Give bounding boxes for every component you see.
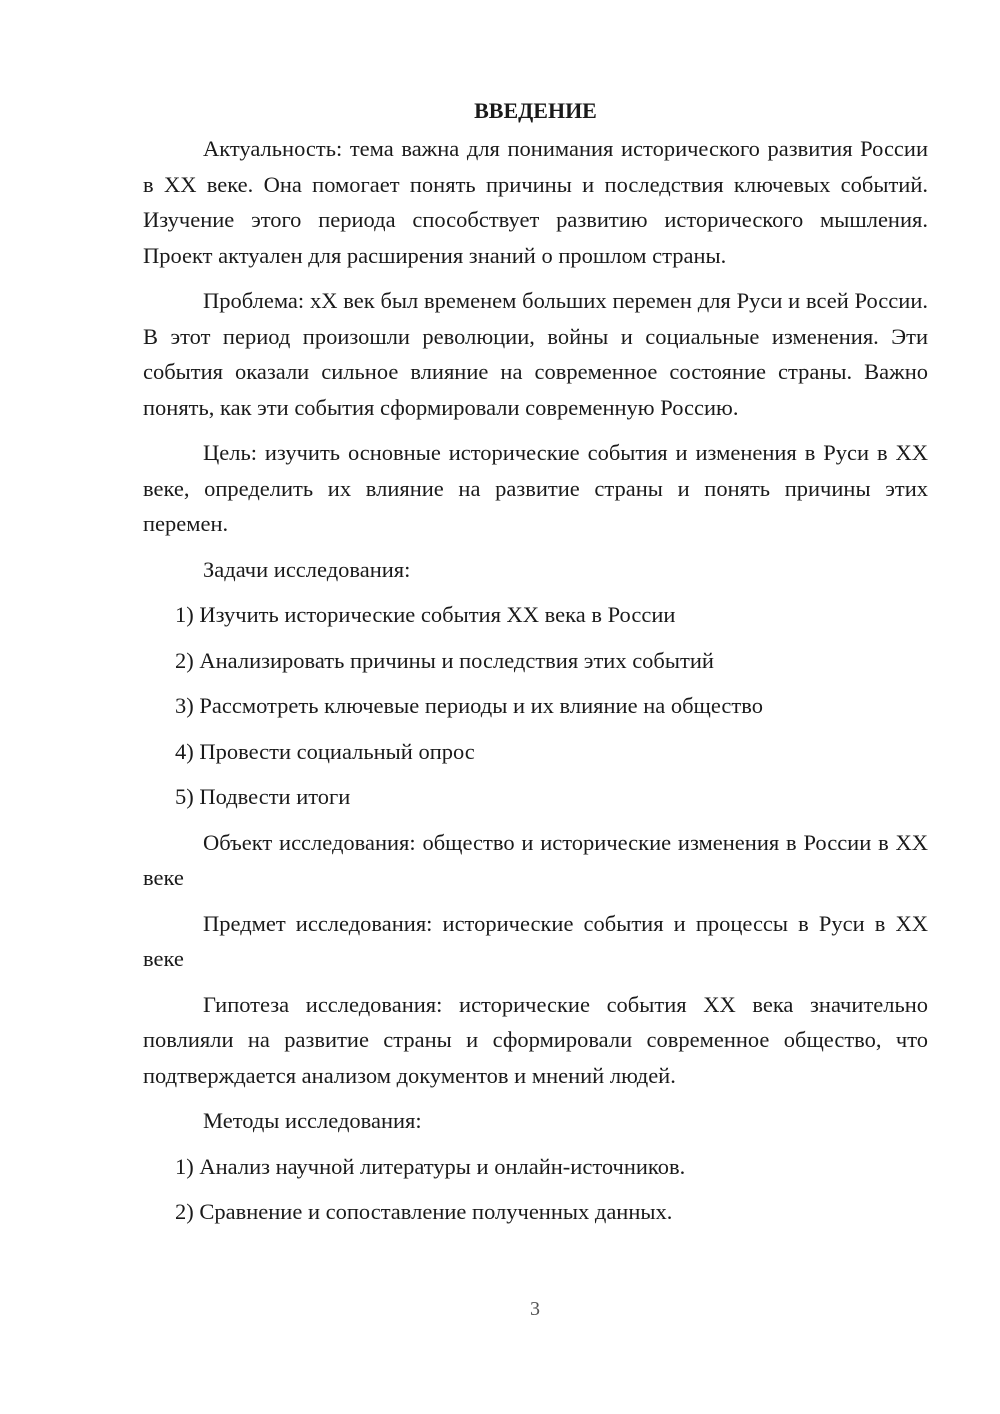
- methods-heading: Методы исследования:: [203, 1108, 422, 1133]
- problem-paragraph: Проблема: xX век был временем больших перемен для Руси и всей России. В этот период произошли революции, войны и социальные изменения. Эти события оказали сильное влияние на современное состояние страны. Важно понять, как эти события сформировали современную Россию.: [143, 288, 928, 420]
- object-paragraph: Объект исследования: общество и исторические изменения в России в XX веке: [143, 829, 928, 890]
- hypothesis-paragraph: Гипотеза исследования: исторические события XX века значительно повлияли на развитие страны и сформировали современное общество, что подтверждается анализом документов и мнений людей.: [143, 991, 928, 1088]
- methods-list: [143, 1149, 928, 1230]
- page-number: 3: [530, 1298, 540, 1320]
- list-item: 3) Рассмотреть ключевые периоды и их влияние на общество: [175, 693, 763, 718]
- page-content: [143, 96, 928, 1240]
- list-item: 2) Анализировать причины и последствия этих событий: [175, 647, 714, 673]
- tasks-list: [143, 597, 928, 815]
- list-item: 4) Провести социальный опрос: [175, 738, 475, 764]
- tasks-heading: Задачи исследования:: [203, 556, 411, 582]
- section-title: ВВЕДЕНИЕ: [474, 98, 597, 123]
- relevance-paragraph: Актуальность: тема важна для понимания исторического развития России в XX веке. Она помогает понять причины и последствия ключевых событий. Изучение этого периода способствует развитию исторического мышления. Проект актуален для расширения знаний о прошлом страны.: [143, 136, 928, 268]
- goal-paragraph: Цель: изучить основные исторические события и изменения в Руси в XX веке, определить их влияние на развитие страны и понять причины этих перемен.: [143, 440, 928, 536]
- list-item: 1) Изучить исторические события XX века в России: [175, 602, 676, 627]
- list-item: 1) Анализ научной литературы и онлайн-источников.: [175, 1153, 686, 1179]
- subject-paragraph: Предмет исследования: исторические события и процессы в Руси в XX веке: [143, 910, 928, 971]
- list-item: 5) Подвести итоги: [175, 784, 351, 809]
- list-item: 2) Сравнение и сопоставление полученных данных.: [175, 1199, 673, 1224]
